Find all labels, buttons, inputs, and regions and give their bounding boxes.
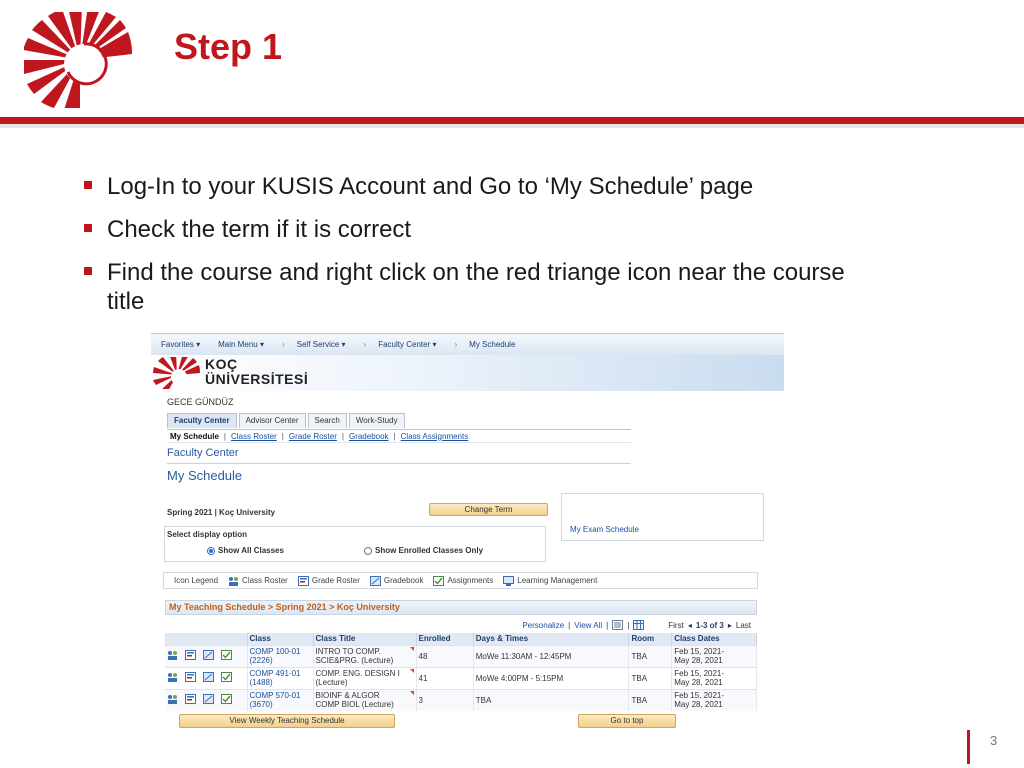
self-service-menu[interactable]: Self Service ▾ (296, 340, 346, 349)
class-title-cell (313, 667, 416, 689)
grid-nav-separator: | (568, 620, 571, 630)
red-triangle-icon[interactable] (410, 669, 414, 673)
my-schedule-breadcrumb[interactable]: My Schedule (469, 340, 516, 349)
faculty-subnav (167, 429, 631, 443)
class-number[interactable]: (2226) (249, 656, 273, 665)
gradebook-icon[interactable] (203, 650, 214, 660)
gradebook-icon[interactable] (203, 672, 214, 682)
user-name: GECE GÜNDÜZ (167, 397, 234, 407)
view-weekly-schedule-button[interactable]: View Weekly Teaching Schedule (179, 714, 395, 728)
nav-separator: › (363, 340, 367, 349)
class-number[interactable]: (1488) (249, 678, 273, 687)
table-row (165, 667, 757, 689)
class-date-line: Feb 15, 2021- (674, 669, 725, 678)
term-label: Spring 2021 | Koç University (167, 508, 276, 517)
column-header-class-title: Class Title (313, 633, 416, 645)
faculty-center-link[interactable]: Faculty Center (167, 447, 239, 459)
legend-label: Grade Roster (311, 576, 360, 585)
class-roster-icon[interactable] (167, 650, 178, 660)
radio-label: Show Enrolled Classes Only (375, 546, 484, 555)
class-date-line: Feb 15, 2021- (674, 647, 725, 656)
gradebook-icon[interactable] (203, 694, 214, 704)
show-all-classes-radio[interactable] (207, 546, 284, 555)
bullet-text: Check the term if it is correct (107, 216, 412, 243)
legend-label: Assignments (447, 576, 494, 585)
table-row (165, 645, 757, 667)
class-date-line: May 28, 2021 (674, 678, 723, 687)
exam-schedule-link[interactable]: My Exam Schedule (570, 525, 639, 534)
display-option-box (164, 526, 546, 562)
class-title-line: INTRO TO COMP. (315, 647, 381, 656)
bullet-item (82, 215, 882, 244)
bullet-text: Find the course and right click on the red triange icon near the course title (107, 259, 845, 315)
assignments-icon[interactable] (221, 650, 232, 660)
university-banner (151, 355, 784, 391)
university-name-line1: KOÇ (205, 356, 238, 372)
column-header-icons (165, 633, 247, 645)
class-title-line: COMP BIOL (Lecture) (315, 700, 394, 710)
enrolled-cell: 3 (416, 689, 473, 711)
bullet-square-icon (84, 224, 92, 232)
teaching-schedule-title: My Teaching Schedule > Spring 2021 > Koç University (165, 600, 757, 615)
class-cell[interactable] (247, 667, 313, 689)
class-date-line: Feb 15, 2021- (674, 691, 725, 701)
days-times-cell: MoWe 11:30AM - 12:45PM (473, 645, 629, 667)
row-action-icons (165, 667, 247, 689)
class-code[interactable]: COMP 100-01 (249, 647, 301, 656)
class-cell[interactable] (247, 645, 313, 667)
nav-separator: › (281, 340, 285, 349)
grade-roster-icon[interactable] (185, 650, 196, 660)
column-header-class-dates: Class Dates (672, 633, 757, 645)
top-navigation-bar (151, 333, 784, 355)
column-header-room: Room (629, 633, 672, 645)
class-date-line: May 28, 2021 (674, 700, 723, 710)
enrolled-cell: 48 (416, 645, 473, 667)
bullet-item (82, 172, 882, 201)
go-to-top-button[interactable]: Go to top (578, 714, 676, 728)
class-title-line: SCIE&PRG. (Lecture) (315, 656, 394, 665)
icon-legend-bar (163, 572, 758, 589)
grade-roster-icon (298, 576, 309, 586)
column-header-class: Class (247, 633, 313, 645)
legend-item (433, 576, 493, 586)
legend-item (298, 576, 360, 586)
next-page-icon[interactable]: ▸ (727, 620, 732, 630)
university-name-line2: ÜNİVERSİTESİ (205, 371, 309, 387)
assignments-icon (433, 576, 444, 586)
grid-nav-separator: | (627, 620, 630, 630)
column-header-enrolled: Enrolled (416, 633, 473, 645)
assignments-icon[interactable] (221, 694, 232, 704)
days-times-cell: TBA (473, 689, 629, 711)
bullet-text: Log-In to your KUSIS Account and Go to ‘My Schedule’ page (107, 173, 754, 200)
instruction-list (82, 172, 882, 330)
assignments-icon[interactable] (221, 672, 232, 682)
personalize-link[interactable]: Personalize (522, 620, 565, 630)
class-cell[interactable] (247, 689, 313, 711)
class-dates-cell (672, 689, 757, 711)
nav-separator: › (454, 340, 458, 349)
class-title-line: (Lecture) (315, 678, 348, 687)
class-roster-icon (228, 576, 239, 586)
university-name (205, 357, 308, 387)
red-triangle-icon[interactable] (410, 647, 414, 651)
subnav-separator: | (393, 431, 396, 441)
last-page-link[interactable]: Last (735, 620, 751, 630)
class-roster-icon[interactable] (167, 672, 178, 682)
radio-label: Show All Classes (218, 546, 284, 555)
row-action-icons (165, 645, 247, 667)
bullet-square-icon (84, 267, 92, 275)
row-action-icons (165, 689, 247, 711)
legend-title: Icon Legend (174, 576, 219, 585)
subnav-separator: | (281, 431, 284, 441)
legend-item (503, 576, 597, 586)
column-header-days-times: Days & Times (473, 633, 629, 645)
main-menu[interactable]: Main Menu ▾ (218, 340, 264, 349)
bullet-item (82, 258, 882, 316)
table-header-row (165, 633, 757, 645)
legend-item (370, 576, 424, 586)
previous-page-icon[interactable]: ◂ (687, 620, 692, 630)
days-times-cell: MoWe 4:00PM - 5:15PM (473, 667, 629, 689)
grade-roster-icon[interactable] (185, 672, 196, 682)
class-title-line: BIOINF & ALGOR (315, 691, 380, 701)
grade-roster-icon[interactable] (185, 694, 196, 704)
exam-schedule-box (561, 493, 764, 541)
class-dates-cell (672, 645, 757, 667)
enrolled-cell: 41 (416, 667, 473, 689)
class-number[interactable]: (3670) (249, 700, 273, 710)
class-roster-icon[interactable] (167, 694, 178, 704)
legend-label: Learning Management (517, 576, 598, 585)
room-cell: TBA (629, 667, 672, 689)
download-grid-icon[interactable] (633, 620, 644, 630)
subnav-class-assignments[interactable]: Class Assignments (400, 431, 469, 441)
koc-university-logo (24, 12, 136, 108)
class-dates-cell (672, 667, 757, 689)
class-code[interactable]: COMP 491-01 (249, 669, 301, 678)
section-divider (167, 463, 631, 464)
subnav-my-schedule[interactable]: My Schedule (170, 431, 219, 441)
tab-search[interactable]: Search (308, 413, 347, 428)
header-divider-grey (0, 124, 1024, 128)
table-row (165, 689, 757, 711)
class-title-cell (313, 689, 416, 711)
teaching-schedule-table (165, 633, 757, 711)
subnav-grade-roster[interactable]: Grade Roster (288, 431, 337, 441)
page-range: 1-3 of 3 (695, 620, 724, 630)
class-title-cell (313, 645, 416, 667)
change-term-button[interactable]: Change Term (429, 503, 548, 516)
header-divider-red (0, 117, 1024, 124)
zoom-grid-icon[interactable] (612, 620, 623, 630)
room-cell: TBA (629, 645, 672, 667)
page-heading: My Schedule (167, 468, 243, 483)
subnav-separator: | (341, 431, 344, 441)
gradebook-icon (370, 576, 381, 586)
radio-unselected-icon (364, 547, 372, 555)
radio-selected-icon (207, 547, 215, 555)
kusis-screenshot (151, 333, 784, 733)
legend-label: Class Roster (242, 576, 288, 585)
class-code[interactable]: COMP 570-01 (249, 691, 301, 701)
faculty-center-menu[interactable]: Faculty Center ▾ (378, 340, 437, 349)
page-number: 3 (990, 733, 998, 748)
legend-label: Gradebook (383, 576, 424, 585)
show-enrolled-classes-radio[interactable] (364, 546, 483, 555)
subnav-separator: | (223, 431, 226, 441)
grid-nav-separator: | (606, 620, 609, 630)
class-title-line: COMP. ENG. DESIGN I (315, 669, 400, 678)
class-date-line: May 28, 2021 (674, 656, 723, 665)
grid-navigation (165, 617, 757, 633)
tab-work-study[interactable]: Work-Study (349, 413, 405, 428)
page-number-bar (967, 730, 970, 764)
legend-item (228, 576, 288, 586)
tab-advisor-center[interactable]: Advisor Center (239, 413, 306, 428)
view-all-link[interactable]: View All (574, 620, 603, 630)
first-page-link[interactable]: First (668, 620, 684, 630)
room-cell: TBA (629, 689, 672, 711)
red-triangle-icon[interactable] (410, 691, 414, 695)
subnav-class-roster[interactable]: Class Roster (230, 431, 277, 441)
koc-university-logo (153, 357, 201, 389)
center-tabs (167, 413, 405, 428)
slide-title: Step 1 (174, 26, 283, 67)
display-option-title: Select display option (167, 530, 248, 539)
favorites-menu[interactable]: Favorites ▾ (161, 340, 201, 349)
learning-management-icon (503, 576, 514, 586)
subnav-gradebook[interactable]: Gradebook (348, 431, 389, 441)
bullet-square-icon (84, 181, 92, 189)
tab-faculty-center[interactable]: Faculty Center (167, 413, 237, 428)
